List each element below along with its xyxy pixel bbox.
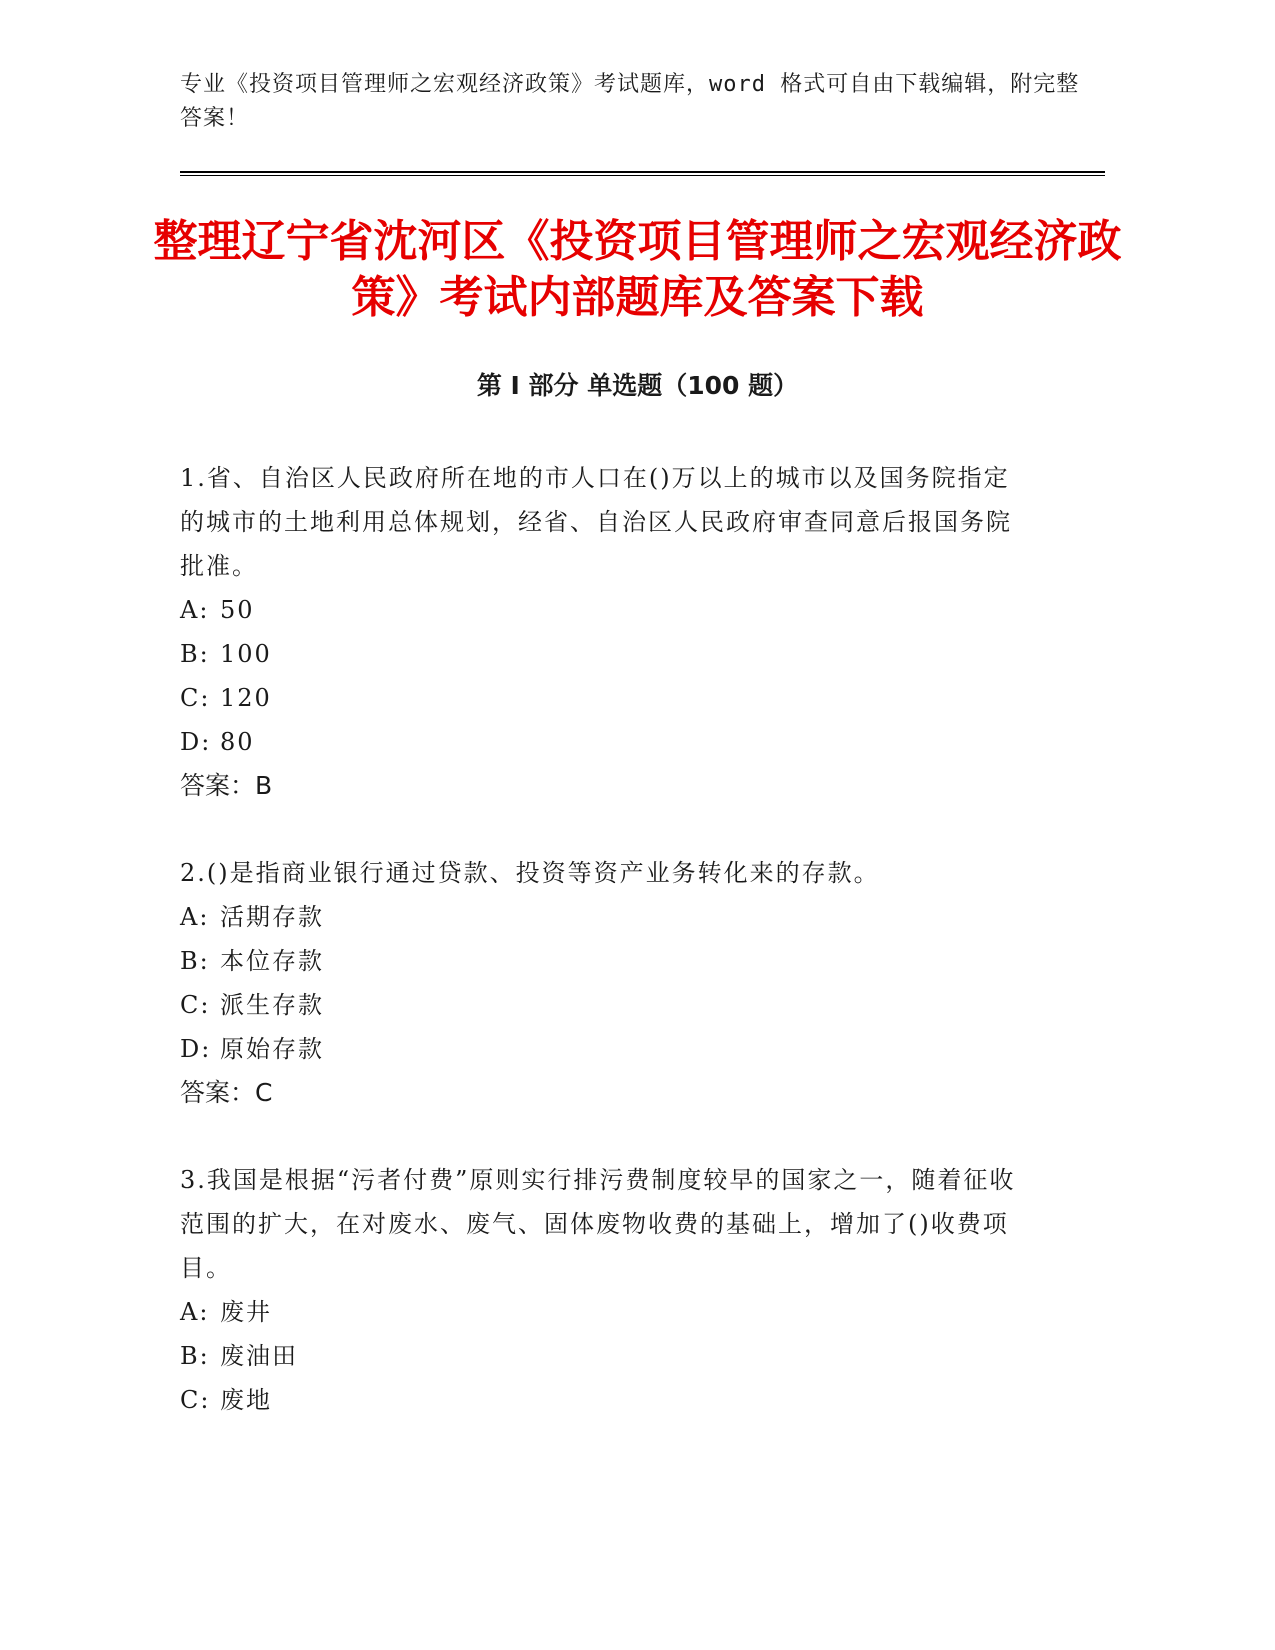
option-a — [180, 588, 1020, 632]
option-text: 本位存款 — [220, 947, 324, 975]
question-stem: 2.()是指商业银行通过贷款、投资等资产业务转化来的存款。 — [180, 859, 880, 887]
option-b — [180, 939, 1020, 983]
option-letter: D: — [180, 728, 212, 756]
header-divider-thick — [180, 171, 1105, 173]
option-text: 废油田 — [220, 1342, 298, 1370]
option-text: 原始存款 — [220, 1035, 324, 1063]
question-stem: 3.我国是根据“污者付费”原则实行排污费制度较早的国家之一，随着征收范围的扩大，在对废水、废气、固体废物收费的基础上，增加了()收费项目。 — [180, 1166, 1016, 1282]
option-letter: C: — [180, 991, 211, 1019]
option-letter: A: — [180, 1298, 210, 1326]
option-d — [180, 1027, 1020, 1071]
answer-line: 答案：B — [180, 771, 273, 800]
option-text: 50 — [220, 596, 255, 624]
option-a — [180, 895, 1020, 939]
option-b — [180, 632, 1020, 676]
option-text: 废井 — [220, 1298, 272, 1326]
option-letter: C: — [180, 684, 211, 712]
option-c — [180, 1378, 1020, 1422]
header-divider-thin — [180, 175, 1105, 176]
option-text: 活期存款 — [220, 903, 324, 931]
question-stem: 1.省、自治区人民政府所在地的市人口在()万以上的城市以及国务院指定的城市的土地利用总体规划，经省、自治区人民政府审查同意后报国务院批准。 — [180, 464, 1012, 580]
option-text: 120 — [220, 684, 272, 712]
option-letter: B: — [180, 947, 210, 975]
question-1 — [180, 456, 1020, 808]
option-letter: B: — [180, 640, 210, 668]
question-2 — [180, 851, 1020, 1115]
option-letter: D: — [180, 1035, 212, 1063]
option-c — [180, 676, 1020, 720]
option-d — [180, 720, 1020, 764]
section-title: 第 I 部分 单选题（100 题） — [476, 371, 799, 400]
option-letter: B: — [180, 1342, 210, 1370]
option-text: 100 — [220, 640, 272, 668]
option-a — [180, 1290, 1020, 1334]
option-text: 废地 — [220, 1386, 272, 1414]
option-text: 80 — [220, 728, 255, 756]
option-letter: A: — [180, 596, 210, 624]
question-list — [180, 456, 1020, 1422]
option-letter: C: — [180, 1386, 211, 1414]
option-c — [180, 983, 1020, 1027]
document-title: 整理辽宁省沈河区《投资项目管理师之宏观经济政策》考试内部题库及答案下载 — [153, 216, 1122, 323]
option-letter: A: — [180, 903, 210, 931]
option-text: 派生存款 — [220, 991, 324, 1019]
question-3 — [180, 1158, 1020, 1422]
option-b — [180, 1334, 1020, 1378]
header-note: 专业《投资项目管理师之宏观经济政策》考试题库，word 格式可自由下载编辑，附完整答案！ — [180, 72, 1080, 131]
answer-line: 答案：C — [180, 1078, 273, 1107]
